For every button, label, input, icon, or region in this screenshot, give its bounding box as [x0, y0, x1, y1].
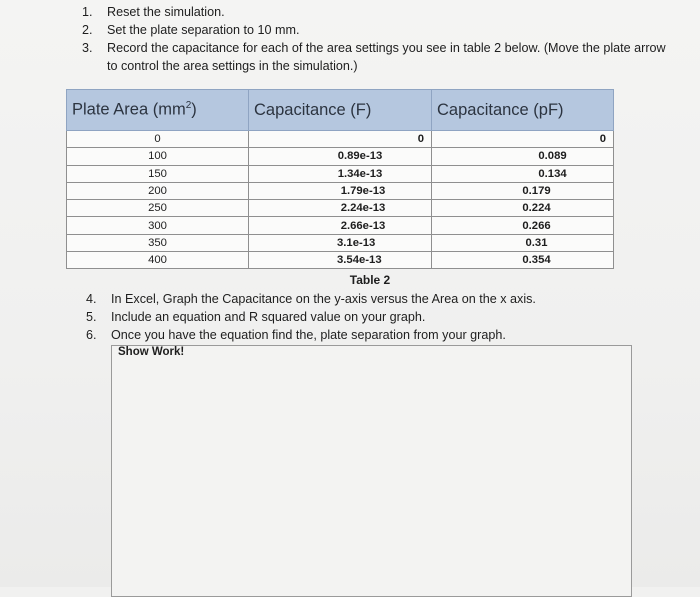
cell-area: 300 [67, 217, 249, 234]
instruction-item: 2. Set the plate separation to 10 mm. [82, 23, 300, 37]
table-caption: Table 2 [349, 273, 391, 287]
cell-capacitance-f: 2.24e-13 [249, 200, 432, 217]
instructions-list-bottom [86, 290, 671, 344]
cell-area: 200 [67, 182, 249, 199]
cell-capacitance-f: 3.54e-13 [249, 252, 432, 269]
cell-capacitance-f: 0 [249, 131, 432, 148]
cell-area: 250 [67, 200, 249, 217]
show-work-label: Show Work! [118, 346, 185, 358]
table-row [67, 165, 614, 182]
cell-capacitance-f: 3.1e-13 [249, 234, 432, 251]
cell-area: 0 [67, 131, 249, 148]
instruction-item: 5. Include an equation and R squared value on your graph. [86, 310, 426, 324]
cell-capacitance-pf: 0.089 [432, 148, 614, 165]
cell-area: 350 [67, 234, 249, 251]
cell-capacitance-f: 1.79e-13 [249, 182, 432, 199]
cell-capacitance-pf: 0.179 [432, 182, 614, 199]
table-row [67, 200, 614, 217]
cell-area: 400 [67, 252, 249, 269]
table-header-row [67, 90, 614, 131]
instruction-item: 4. In Excel, Graph the Capacitance on the y-axis versus the Area on the x axis. [86, 292, 536, 306]
header-plate-area: Plate Area $(mm^2)$ [67, 90, 249, 131]
cell-capacitance-f: 2.66e-13 [249, 217, 432, 234]
instruction-item: 1. Reset the simulation. [82, 5, 225, 19]
cell-capacitance-f: 0.89e-13 [249, 148, 432, 165]
instructions-list-top [82, 3, 667, 75]
table-row [67, 217, 614, 234]
capacitance-table [66, 89, 613, 269]
table-row [67, 234, 614, 251]
table-row [67, 182, 614, 199]
instruction-item: 3. Record the capacitance for each of the area settings you see in table 2 below. (Move the plate arrow to control the area settings in the simulation.) [82, 41, 666, 73]
table-row [67, 131, 614, 148]
cell-capacitance-pf: 0.266 [432, 217, 614, 234]
cell-area: 150 [67, 165, 249, 182]
cell-capacitance-pf: 0 [432, 131, 614, 148]
cell-capacitance-pf: 0.31 [432, 234, 614, 251]
show-work-box[interactable] [111, 345, 632, 597]
cell-capacitance-pf: 0.224 [432, 200, 614, 217]
cell-capacitance-f: 1.34e-13 [249, 165, 432, 182]
table-row [67, 252, 614, 269]
header-capacitance-f: Capacitance (F) [249, 90, 432, 131]
table-row [67, 148, 614, 165]
cell-capacitance-pf: 0.134 [432, 165, 614, 182]
cell-area: 100 [67, 148, 249, 165]
cell-capacitance-pf: 0.354 [432, 252, 614, 269]
header-capacitance-pf: Capacitance (pF) [432, 90, 614, 131]
instruction-item: 6. Once you have the equation find the, plate separation from your graph. [86, 328, 506, 342]
